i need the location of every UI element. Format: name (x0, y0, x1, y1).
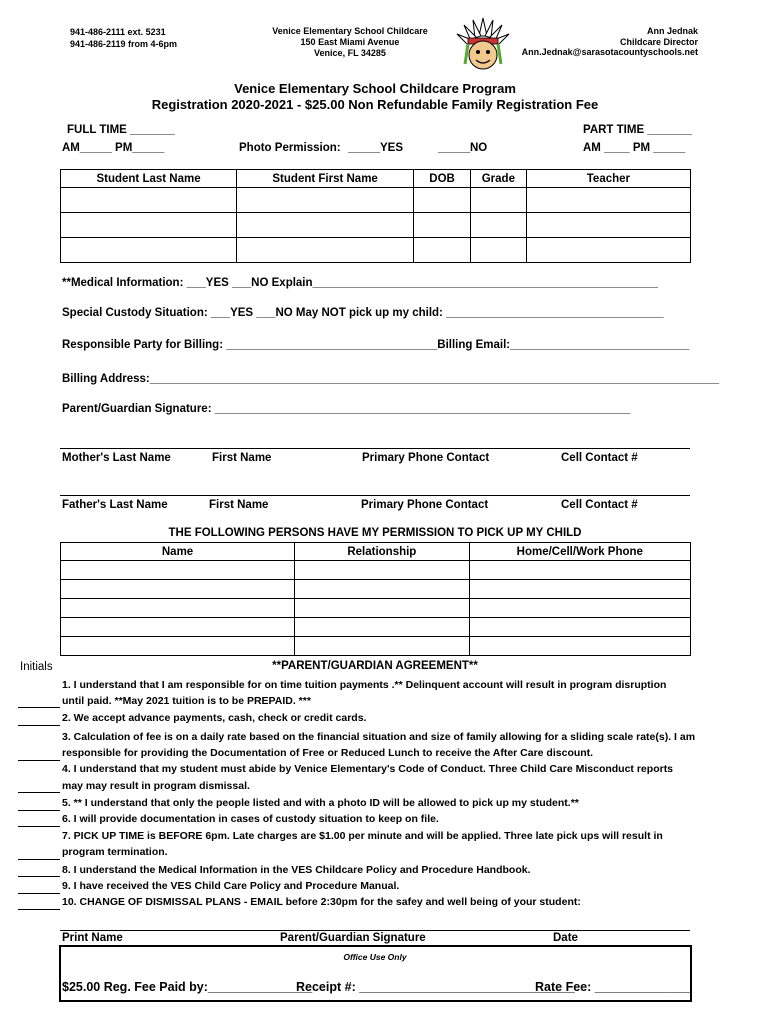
col-student-last-name: Student Last Name (61, 170, 237, 188)
initials-line[interactable] (18, 725, 60, 726)
phone-line-2: 941-486-2119 from 4-6pm (70, 39, 178, 49)
billing-field[interactable]: Responsible Party for Billing: _________________________________Billing Email:____________________________ (62, 339, 690, 351)
agreement-item-7-cont: program termination. (62, 846, 168, 858)
photo-yes-field[interactable]: _____YES (348, 142, 403, 154)
initials-line[interactable] (18, 893, 60, 894)
agreement-item-3-cont: responsible for providing the Documentation of Free or Reduced Lunch to receive the After Care discount. (62, 747, 594, 759)
rate-fee-field[interactable]: Rate Fee: ______________ (535, 980, 693, 994)
col-dob: DOB (414, 170, 471, 188)
student-table (60, 169, 691, 263)
divider (60, 495, 690, 496)
father-last-name-label: Father's Last Name (62, 499, 168, 511)
custody-field[interactable]: Special Custody Situation: ___YES ___NO May NOT pick up my child: __________________________________ (62, 307, 664, 319)
part-time-field[interactable]: PART TIME _______ (583, 124, 693, 136)
full-time-field[interactable]: FULL TIME _______ (67, 124, 175, 136)
initials-line[interactable] (18, 826, 60, 827)
father-first-name-label: First Name (209, 499, 269, 511)
form-subtitle: Registration 2020-2021 - $25.00 Non Refundable Family Registration Fee (151, 97, 599, 112)
table-cell[interactable] (61, 580, 295, 599)
table-cell[interactable] (469, 599, 690, 618)
school-city: Venice, FL 34285 (314, 48, 386, 58)
table-cell[interactable] (469, 561, 690, 580)
reg-fee-field[interactable]: $25.00 Reg. Fee Paid by:_______________ (62, 980, 313, 994)
photo-no-field[interactable]: _____NO (438, 142, 488, 154)
agreement-item-8: 8. I understand the Medical Information in the VES Childcare Policy and Procedure Handbook. (62, 864, 531, 876)
table-cell[interactable] (61, 238, 237, 263)
table-cell[interactable] (61, 188, 237, 213)
mother-phone-label: Primary Phone Contact (362, 452, 490, 464)
pickup-table (60, 542, 691, 656)
agreement-item-3: 3. Calculation of fee is on a daily rate based on the financial situation and size of family allowing for a sliding scale rate(s). I am (62, 731, 696, 743)
am-pm-right-field[interactable]: AM ____ PM _____ (583, 142, 686, 154)
table-cell[interactable] (61, 213, 237, 238)
phone-line-1: 941-486-2111 ext. 5231 (70, 27, 166, 37)
table-row (61, 188, 691, 213)
table-cell[interactable] (61, 618, 295, 637)
initials-label: Initials (20, 661, 53, 673)
table-cell[interactable] (469, 580, 690, 599)
col-teacher: Teacher (526, 170, 690, 188)
table-row (61, 618, 691, 637)
table-cell[interactable] (469, 637, 690, 656)
table-cell[interactable] (295, 580, 470, 599)
agreement-item-10: 10. CHANGE OF DISMISSAL PLANS - EMAIL before 2:30pm for the safey and well being of your student: (62, 896, 581, 908)
table-cell[interactable] (295, 599, 470, 618)
table-cell[interactable] (469, 618, 690, 637)
print-name-label: Print Name (62, 932, 123, 944)
father-phone-label: Primary Phone Contact (361, 499, 489, 511)
table-cell[interactable] (295, 561, 470, 580)
mother-first-name-label: First Name (212, 452, 272, 464)
table-cell[interactable] (526, 213, 690, 238)
director-name: Ann Jednak (646, 26, 698, 36)
initials-line[interactable] (18, 760, 60, 761)
agreement-item-1-cont: until paid. **May 2021 tuition is to be PREPAID. *** (62, 695, 311, 707)
signature-line[interactable] (60, 930, 690, 931)
mother-last-name-label: Mother's Last Name (62, 452, 171, 464)
initials-line[interactable] (18, 909, 60, 910)
agreement-heading: **PARENT/GUARDIAN AGREEMENT** (272, 660, 478, 672)
mother-cell-label: Cell Contact # (561, 452, 638, 464)
table-row (61, 561, 691, 580)
col-name: Name (61, 543, 295, 561)
receipt-field[interactable]: Receipt #: _______________________________ (296, 980, 575, 994)
table-cell[interactable] (526, 188, 690, 213)
photo-permission-label: Photo Permission: (239, 142, 341, 154)
agreement-item-6: 6. I will provide documentation in cases of custody situation to keep on file. (62, 813, 439, 825)
director-title: Childcare Director (619, 37, 698, 47)
date-label: Date (553, 932, 578, 944)
am-pm-left-field[interactable]: AM_____ PM_____ (62, 142, 165, 154)
pickup-heading: THE FOLLOWING PERSONS HAVE MY PERMISSION TO PICK UP MY CHILD (168, 527, 582, 539)
table-cell[interactable] (61, 637, 295, 656)
table-cell[interactable] (237, 188, 414, 213)
agreement-item-4: 4. I understand that my student must abide by Venice Elementary's Code of Conduct. Three Child Care Misconduct reports (62, 763, 674, 775)
table-row (61, 637, 691, 656)
parent-signature-label: Parent/Guardian Signature (280, 932, 426, 944)
billing-address-field[interactable]: Billing Address:_________________________________________________________________________________________ (62, 373, 719, 385)
school-name: Venice Elementary School Childcare (272, 26, 428, 36)
table-cell[interactable] (470, 188, 526, 213)
col-phone: Home/Cell/Work Phone (469, 543, 690, 561)
table-cell[interactable] (414, 238, 471, 263)
director-email[interactable]: Ann.Jednak@sarasotacountyschools.net (521, 47, 698, 57)
agreement-item-5: 5. ** I understand that only the people listed and with a photo ID will be allowed to pick up my student.** (62, 797, 579, 809)
table-row (61, 599, 691, 618)
col-student-first-name: Student First Name (237, 170, 414, 188)
initials-line[interactable] (18, 792, 60, 793)
table-cell[interactable] (414, 188, 471, 213)
father-cell-label: Cell Contact # (561, 499, 638, 511)
initials-line[interactable] (18, 859, 60, 860)
agreement-item-7: 7. PICK UP TIME is BEFORE 6pm. Late charges are $1.00 per minute and will be applied. Three late pick ups will result in (62, 830, 663, 842)
table-cell[interactable] (237, 213, 414, 238)
table-cell[interactable] (414, 213, 471, 238)
col-grade: Grade (470, 170, 526, 188)
agreement-item-9: 9. I have received the VES Child Care Policy and Procedure Manual. (62, 880, 400, 892)
table-cell[interactable] (61, 599, 295, 618)
table-cell[interactable] (61, 561, 295, 580)
table-cell[interactable] (470, 213, 526, 238)
table-cell[interactable] (470, 238, 526, 263)
school-address: 150 East Miami Avenue (300, 37, 400, 47)
col-relationship: Relationship (295, 543, 470, 561)
table-cell[interactable] (295, 618, 470, 637)
table-cell[interactable] (295, 637, 470, 656)
initials-line[interactable] (18, 707, 60, 708)
table-row (61, 238, 691, 263)
table-row (61, 580, 691, 599)
form-title: Venice Elementary School Childcare Program (234, 81, 516, 96)
medical-info-field[interactable]: **Medical Information: ___YES ___NO Explain______________________________________________________ (62, 277, 658, 289)
agreement-item-4-cont: may may result in program dismissal. (62, 780, 250, 792)
office-use-label: Office Use Only (343, 952, 407, 962)
agreement-item-1: 1. I understand that I am responsible for on time tuition payments .** Delinquent account will result in program disruption (62, 679, 667, 691)
divider (60, 448, 690, 449)
table-cell[interactable] (526, 238, 690, 263)
initials-line[interactable] (18, 876, 60, 877)
initials-line[interactable] (18, 810, 60, 811)
agreement-item-2: 2. We accept advance payments, cash, check or credit cards. (62, 712, 367, 724)
table-row (61, 213, 691, 238)
signature-field[interactable]: Parent/Guardian Signature: _________________________________________________________________ (62, 403, 631, 415)
table-cell[interactable] (237, 238, 414, 263)
